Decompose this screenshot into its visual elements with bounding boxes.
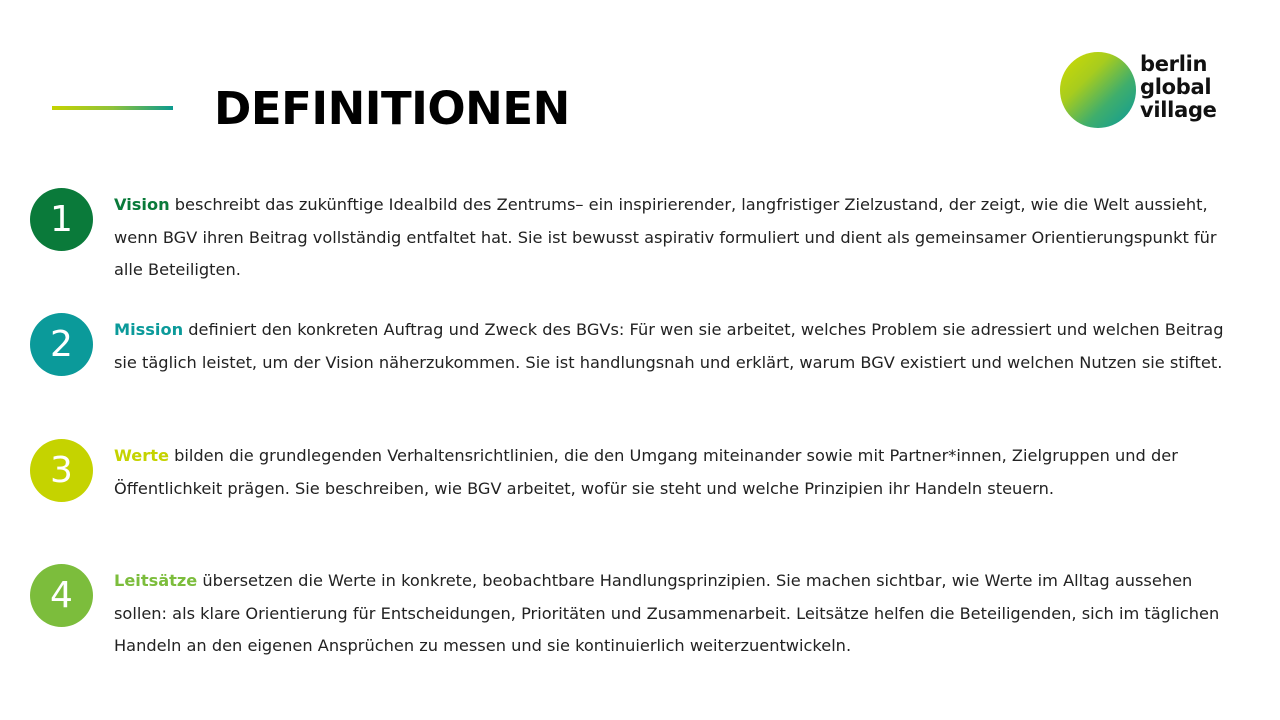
definition-text xyxy=(114,440,1224,505)
logo-circle-icon xyxy=(1060,52,1136,128)
number-badge-4: 4 xyxy=(30,564,93,627)
definition-text xyxy=(114,314,1224,379)
title-accent-line xyxy=(52,106,173,110)
number-badge-2: 2 xyxy=(30,313,93,376)
logo-line-2: global xyxy=(1140,75,1212,99)
definition-term: Werte xyxy=(114,446,169,465)
number-badge-1: 1 xyxy=(30,188,93,251)
definition-term: Leitsätze xyxy=(114,571,198,590)
definition-text xyxy=(114,565,1224,663)
logo-line-3: village xyxy=(1140,98,1217,122)
page-title: DEFINITIONEN xyxy=(214,82,570,135)
definition-description: beschreibt das zukünftige Idealbild des Zentrums– ein inspirierender, langfristiger Zielzustand, der zeigt, wie die Welt aussieht, wenn BGV ihren Beitrag vollständig entfaltet hat. Sie ist bewusst aspirativ formuliert und dient als gemeinsamer Orientierungspunkt für alle Beteiligten. xyxy=(114,195,1217,279)
logo-line-1: berlin xyxy=(1140,52,1208,76)
number-badge-3: 3 xyxy=(30,439,93,502)
definition-description: definiert den konkreten Auftrag und Zweck des BGVs: Für wen sie arbeitet, welches Problem sie adressiert und welchen Beitrag sie täglich leistet, um der Vision näherzukommen. Sie ist handlungsnah und erklärt, warum BGV existiert und welchen Nutzen sie stiftet. xyxy=(114,320,1224,372)
definition-term: Mission xyxy=(114,320,184,339)
berlin-global-village-logo xyxy=(1060,52,1230,132)
logo-wordmark xyxy=(1140,53,1217,122)
definition-description: übersetzen die Werte in konkrete, beobachtbare Handlungsprinzipien. Sie machen sichtbar, wie Werte im Alltag aussehen sollen: als klare Orientierung für Entscheidungen, Prioritäten und Zusammenarbeit. Leitsätze helfen die Beteiligenden, sich im täglichen Handeln an den eigenen Ansprüchen zu messen und sie kontinuierlich weiterzuentwickeln. xyxy=(114,571,1220,655)
definition-text xyxy=(114,189,1224,287)
definition-term: Vision xyxy=(114,195,170,214)
definition-description: bilden die grundlegenden Verhaltensrichtlinien, die den Umgang miteinander sowie mit Partner*innen, Zielgruppen und der Öffentlichkeit prägen. Sie beschreiben, wie BGV arbeitet, wofür sie steht und welche Prinzipien ihr Handeln steuern. xyxy=(114,446,1178,498)
